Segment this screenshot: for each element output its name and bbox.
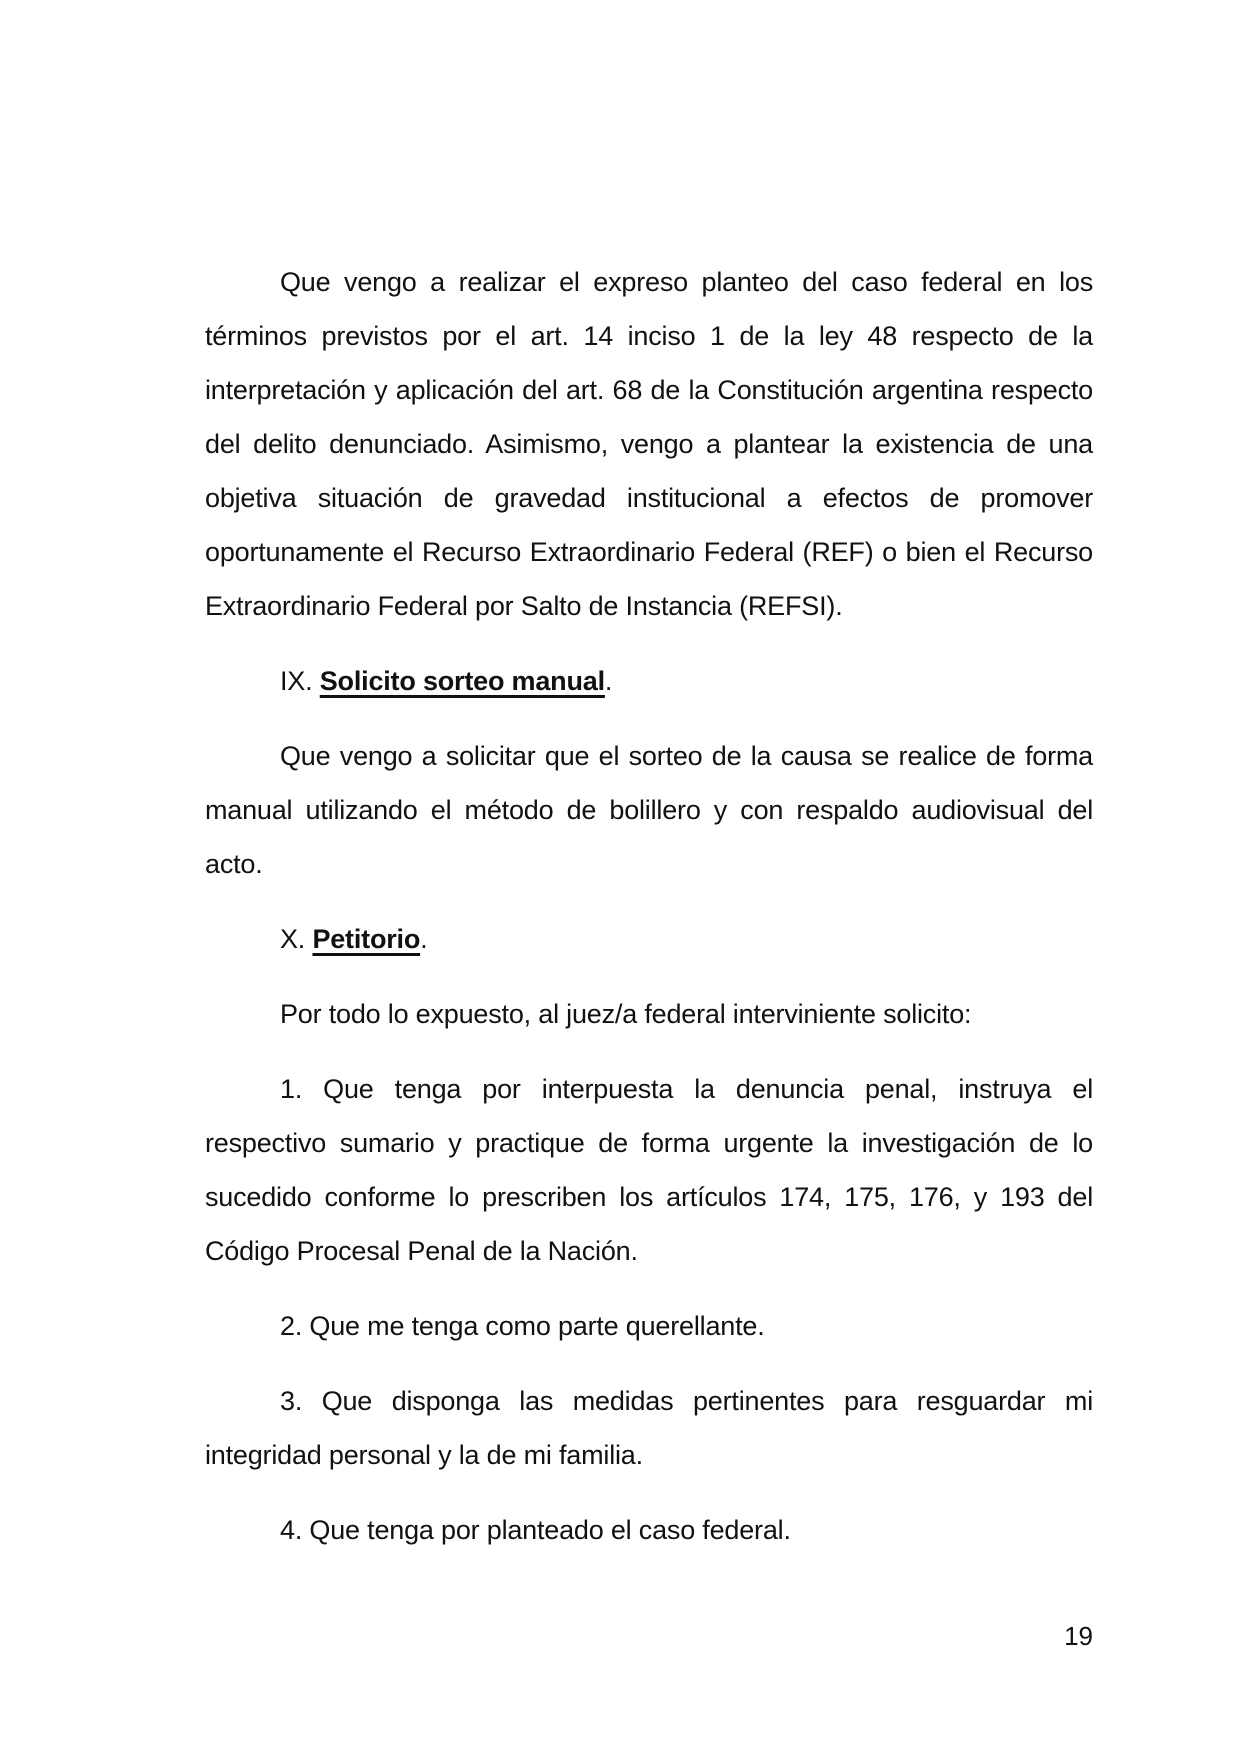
- page-number: 19: [1064, 1621, 1093, 1651]
- paragraph-sorteo-manual: Que vengo a solicitar que el sorteo de la causa se realice de forma manual utilizando el método de bolillero y con respaldo audiovisual del acto.: [205, 741, 1093, 879]
- section-x-numeral: X.: [280, 924, 306, 954]
- petition-item-2: 2. Que me tenga como parte querellante.: [280, 1311, 765, 1341]
- paragraph-petitorio-intro: Por todo lo expuesto, al juez/a federal interviniente solicito:: [280, 999, 972, 1029]
- section-ix-title: Solicito sorteo manual: [319, 666, 605, 696]
- petition-item-1: 1. Que tenga por interpuesta la denuncia penal, instruya el respectivo sumario y practique de forma urgente la investigación de lo sucedido conforme lo prescriben los artículos 174, 175, 176, y 193 del Código Procesal Penal de la Nación.: [205, 1074, 1093, 1266]
- section-x-period: .: [420, 924, 428, 954]
- section-ix-numeral: IX.: [280, 666, 313, 696]
- section-heading-ix: [205, 654, 1093, 708]
- section-ix-period: .: [604, 666, 613, 696]
- petition-item-4: 4. Que tenga por planteado el caso federal.: [280, 1515, 791, 1545]
- section-x-title: Petitorio: [312, 924, 421, 954]
- petition-item-3: 3. Que disponga las medidas pertinentes para resguardar mi integridad personal y la de mi familia.: [205, 1386, 1093, 1470]
- section-heading-x: [205, 912, 1093, 966]
- paragraph-caso-federal: Que vengo a realizar el expreso planteo del caso federal en los términos previstos por el art. 14 inciso 1 de la ley 48 respecto de la interpretación y aplicación del art. 68 de la Constitución argentina respecto del delito denunciado. Asimismo, vengo a plantear la existencia de una objetiva situación de gravedad institucional a efectos de promover oportunamente el Recurso Extraordinario Federal (REF) o bien el Recurso Extraordinario Federal por Salto de Instancia (REFSI).: [205, 267, 1093, 621]
